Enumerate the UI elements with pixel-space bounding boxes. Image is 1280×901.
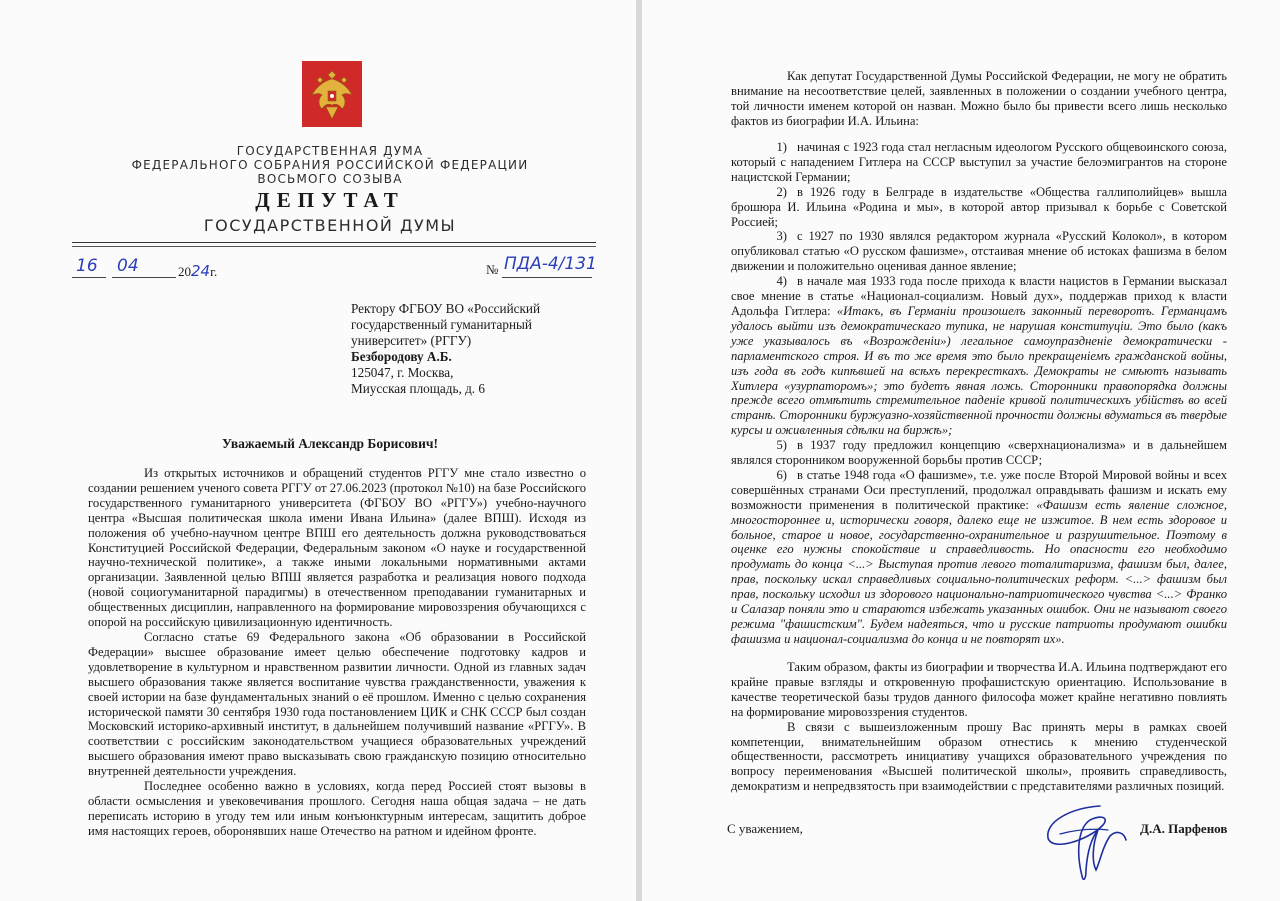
list-item: 1) начиная с 1923 года стал негласным идеологом Русского общевоинского союза, который с нападением Гитлера на СССР выступил за участие белоэмигрантов на стороне нацистской Германии; xyxy=(731,140,1227,184)
list-item: 5) в 1937 году предложил концепцию «сверхнационализма» и в дальнейшем являлся сторонником вооруженной борьбы против СССР; xyxy=(731,438,1227,468)
letterhead-title: ДЕПУТАТ xyxy=(255,188,405,212)
letter-conclusion xyxy=(731,660,1227,794)
doc-number-underline xyxy=(502,277,592,278)
list-item: 2) в 1926 году в Белграде в издательстве «Общества галлиполийцев» вышла брошюра И. Ильина «Родина и мы», в которой автор призывал к борьбе с Советской Россией; xyxy=(731,184,1227,229)
addressee-block xyxy=(351,301,601,397)
paragraph: В связи с вышеизложенным прошу Вас принять меры в рамках своей компетенции, внимательнейшим образом отнестись к мнению студенческой общественности, рассмотреть инициативу учащихся образовательного учреждения по вопросу переименования «Высшей политической школы», проявить справедливость, демократизм и непредвзятость при взаимодействии с представителями различных позиций. xyxy=(731,719,1227,794)
letter-page-left xyxy=(0,0,636,901)
list-item: 3) с 1927 по 1930 являлся редактором журнала «Русский Колокол», в котором опубликовал статью «О русском фашизме», отстаивая мнение об истоках фашизма в белом движении и положительно оценивая данное явление; xyxy=(731,229,1227,274)
letterhead-line1: ГОСУДАРСТВЕННАЯ ДУМА xyxy=(236,144,424,158)
letterhead-subtitle: ГОСУДАРСТВЕННОЙ ДУМЫ xyxy=(203,216,457,235)
signatory-name: Д.А. Парфенов xyxy=(1140,821,1228,836)
date-day: 16 xyxy=(76,256,98,276)
paragraph: Как депутат Государственной Думы Российской Федерации, не могу не обратить внимание на несоответствие целей, заявленных в положении о создании учебного центра, той личности именем которой он назван. Можно было бы привести всего лишь несколько фактов из биографии И.А. Ильина: xyxy=(731,69,1227,128)
closing-left: С уважением, xyxy=(727,821,803,836)
paragraph: Из открытых источников и обращений студентов РГГУ мне стало известно о создании решением ученого совета РГГУ от 27.06.2023 (протокол №10) на базе Российского государственного гуманитарного университета (ФГБОУ ВО «РГГУ») учебно-научного центра «Высшая политическая школа имени Ивана Ильина» (далее ВПШ). Исходя из положения об учебно-научном центре ВПШ его деятельность должна руководствоваться Конституцией Российской Федерации, Федеральным законом «О науке и государственной научно-технической политике», а также иными локальными нормативными актами организации. Заявленной целью ВПШ является разработка и реализация нового подхода (новой социогуманитарной парадигмы) в отечественном преподавании гуманитарных и общественных дисциплин, направленного на формирование мировоззрения обучающихся с опорой на российскую цивилизационную идентичность. xyxy=(88,466,586,630)
letterhead-line3: ВОСЬМОГО СОЗЫВА xyxy=(257,172,403,186)
facts-list xyxy=(731,140,1227,647)
doc-number-label: № xyxy=(486,262,499,277)
date-day-underline xyxy=(72,277,106,278)
addressee-line5: 125047, г. Москва, xyxy=(351,365,454,380)
date-month-underline xyxy=(112,277,176,278)
quote: «Фашизм есть явление сложное, многостороннее и, исторически говоря, далеко еще не изжитое. В нем есть здоровое и больное, старое и новое, государственно-охранительное и разрушительное. Поэтому в оценке его нужны спокойствие и справедливость. Но опасности его необходимо продумать до конца <...> Выступая против левого тоталитаризма, фашизм был, далее, прав, поскольку искал справедливых социально-политических реформ. <...> фашизм был прав, поскольку исходил из здорового национально-патриотического чувства <...> Франко и Салазар поняли это и стараются избежать указанных ошибок. Они не называют своего режима "фашистским". Будем надеяться, что и русские патриоты продумают ошибки фашизма и национал-социализма до конца и не повторят их». xyxy=(731,497,1228,646)
letter-body-left xyxy=(88,466,586,839)
addressee-line6: Миусская площадь, д. 6 xyxy=(351,381,485,396)
letterhead-rule-thin xyxy=(72,246,596,247)
addressee-line1: Ректору ФГБОУ ВО «Российский xyxy=(351,301,541,316)
letter-intro xyxy=(731,69,1227,129)
state-emblem-icon xyxy=(302,61,362,127)
date-month: 04 xyxy=(117,256,139,276)
addressee-line2: государственный гуманитарный xyxy=(351,317,532,332)
addressee-name: Безбородову А.Б. xyxy=(351,349,452,364)
letterhead-line2: ФЕДЕРАЛЬНОГО СОБРАНИЯ РОССИЙСКОЙ ФЕДЕРАЦИИ xyxy=(131,158,529,172)
paragraph: Согласно статье 69 Федерального закона «Об образовании в Российской Федерации» высшее образование имеет целью обеспечение подготовку кадров и удовлетворение в культурном и нравственном развитии личности. Одной из главных задач высшего образования также является воспитание чувства гражданственности, уважения к своей истории на базе фундаментальных знаний о её прошлом. Именно с целью сохранения исторической памяти 30 сентября 1930 года постановлением ЦИК и СНК СССР был создан Московский историко-архивный институт, в дальнейшем получивший название «РГГУ». В соответствии с российским законодательством учащиеся образовательных учреждений высшего образования имеют право высказывать свою гражданскую позицию относительно внутренней деятельности учреждения. xyxy=(88,629,586,779)
list-item: 6) в статье 1948 года «О фашизме», т.е. уже после Второй Мировой войны и всех совершённых странами Оси преступлений, продолжал оправдывать фашизм и искать ему возможности применения в политической практике: «Фашизм есть явление сложное, многостороннее и, исторически говоря, далеко еще не изжитое. В нем есть здоровое и больное, старое и новое, государственно-охранительное и разрушительное. Поэтому в оценке его нужны спокойствие и справедливость. Но опасности его необходимо продумать до конца <...> Выступая против левого тоталитаризма, фашизм был, далее, прав, поскольку искал справедливых социально-политических реформ. <...> фашизм был прав, поскольку исходил из здорового национально-патриотического чувства <...> Франко и Салазар поняли это и стараются избежать указанных ошибок. Они не называют своего режима "фашистским". Будем надеяться, что и русские патриоты продумают ошибки фашизма и национал-социализма до конца и не повторят их». xyxy=(731,467,1228,646)
list-item: 4) в начале мая 1933 года после прихода к власти нацистов в Германии высказал свое мнение в статье «Национал-социализм. Новый дух», поддержав приход к власти Адольфа Гитлера: «Итакъ, въ Германіи произошелъ законный переворотъ. Германцамъ удалось выйти изъ демократическаго тупика, не нарушая конституціи. Это было (какъ уже указывалось въ «Возрожденіи») легальное самоупраздненіе демократически - парламентского строя. И въ то же время это было прекращеніемъ гражданской войны, изъ года въ годъ кипѣвшей на всѣхъ перекресткахъ. Демократы не смѣютъ называть Хитлера «узурпаторомъ»; это будетъ явная ложь. Сторонники правопорядка должны прежде всего отмѣтить стремительное паденіе кривой политическихъ убійствъ во всей странѣ. Сторонники буржуазно-хозяйственной прочности должны вдуматься въ твердые курсы и оживленныя сдѣлки на биржѣ»; xyxy=(731,274,1227,438)
paragraph: Таким образом, факты из биографии и творчества И.А. Ильина подтверждают его крайне правые взгляды и откровенную профашистскую ориентацию. Использование в качестве теоретической базы трудов данного философа может крайне негативно повлиять на формирование мировоззрения студентов. xyxy=(731,660,1227,719)
paragraph: Последнее особенно важно в условиях, когда перед Россией стоят вызовы в области осмысления и увековечивания прошлого. Сегодня наша общая задача – не дать переписать историю в угоду тем или иным конъюнктурным интересам, защитить доброе имя настоящих героев, оборонявших наше Отечество на ратном и идейном фронте. xyxy=(88,779,586,838)
addressee-line3: университет» (РГГУ) xyxy=(351,333,472,348)
date-year: 2024г. xyxy=(178,262,218,280)
quote: «Итакъ, въ Германіи произошелъ законный переворотъ. Германцамъ удалось выйти изъ демократическаго тупика, не нарушая конституціи. Это было (какъ уже указывалось въ «Возрожденіи») легальное самоупраздненіе демократически - парламентского строя. И въ то же время это было прекращеніемъ гражданской войны, изъ года въ годъ кипѣвшей на всѣхъ перекресткахъ. Демократы не смѣютъ называть Хитлера «узурпаторомъ»; это будетъ явная ложь. Сторонники правопорядка должны прежде всего отмѣтить стремительное паденіе кривой политическихъ убійствъ во всей странѣ. Сторонники буржуазно-хозяйственной прочности должны вдуматься въ твердые курсы и оживленныя сдѣлки на биржѣ»; xyxy=(731,303,1227,438)
signature-icon xyxy=(1030,800,1140,890)
letterhead-rule-thick xyxy=(72,242,596,243)
greeting: Уважаемый Александр Борисович! xyxy=(222,436,438,451)
doc-number-value: ПДА-4/131 xyxy=(504,254,597,274)
